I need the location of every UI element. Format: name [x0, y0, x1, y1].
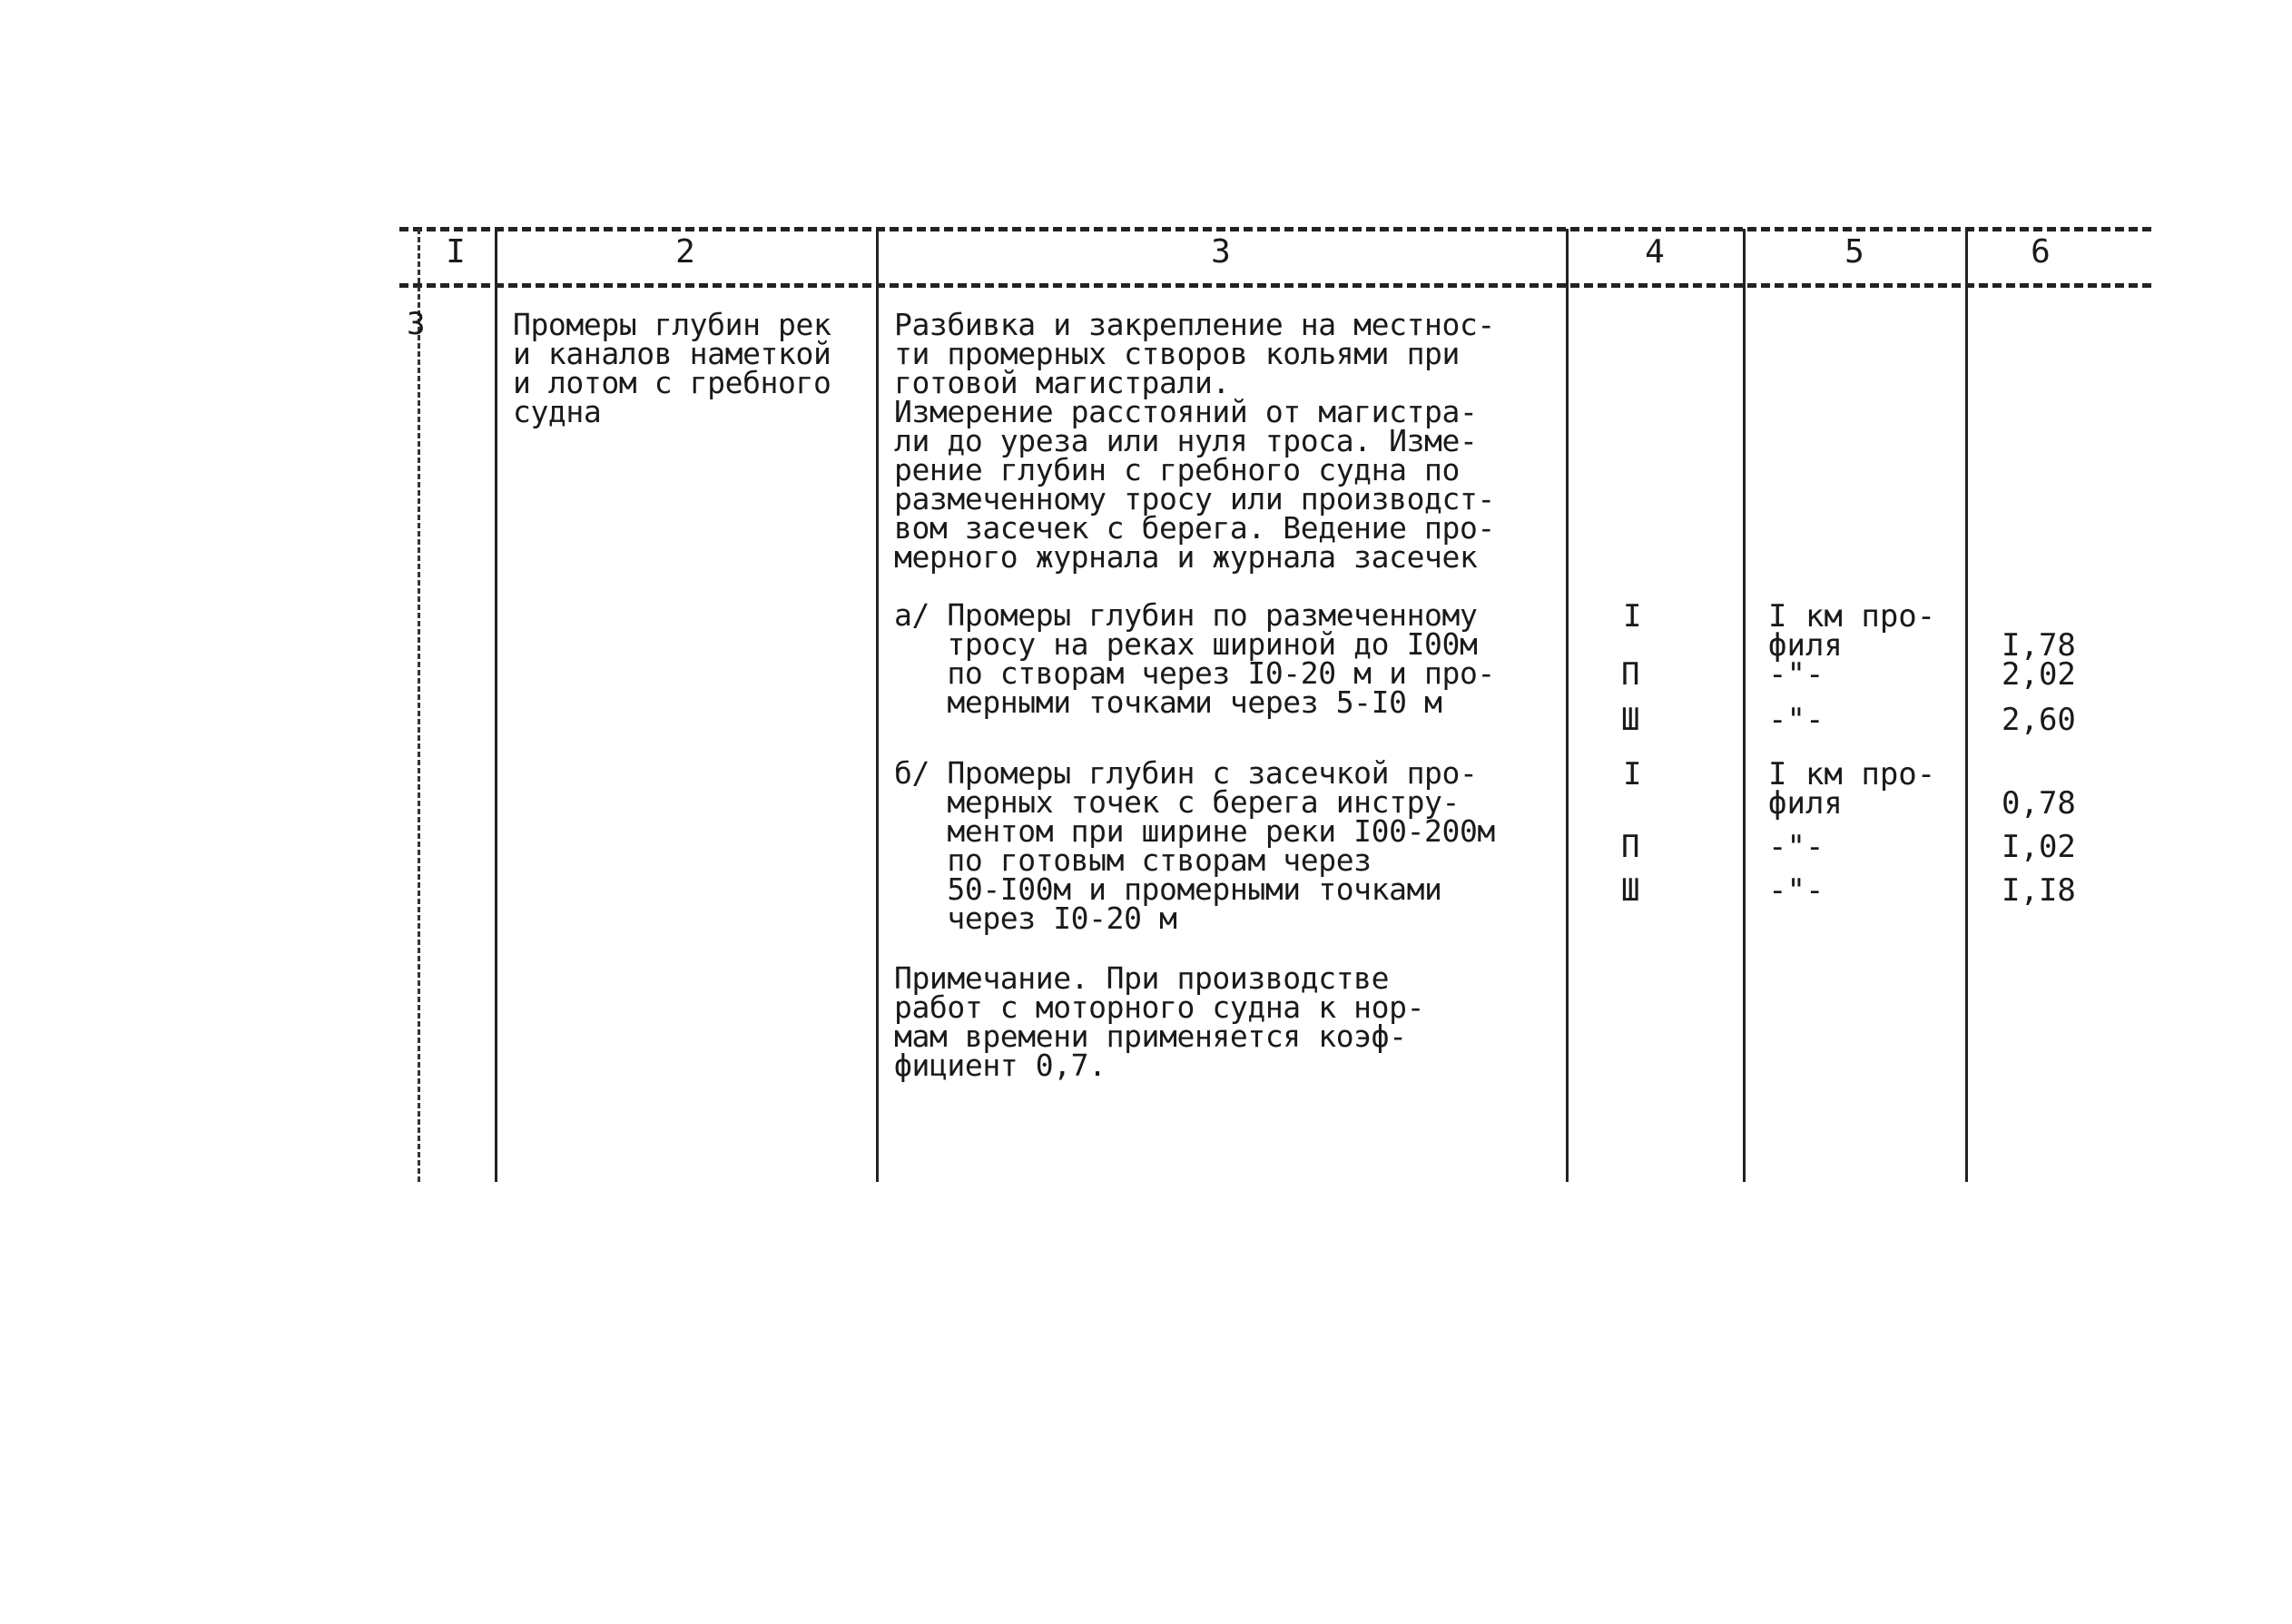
unit-cell: -"-: [1768, 872, 1825, 909]
category-cell: Ш: [1621, 872, 1640, 909]
subitem-a-line: мерными точками через 5-I0 м: [894, 684, 1442, 720]
column-header-1: I: [446, 233, 466, 271]
col-separator-4: [1743, 229, 1746, 1182]
subitem-b-line: б/ Промеры глубин с засечкой про-: [894, 755, 1478, 791]
category-cell: П: [1621, 656, 1640, 693]
description-line: Измерение расстояний от магистра-: [894, 394, 1478, 429]
description-line: ли до уреза или нуля троса. Изме-: [894, 423, 1478, 458]
column-header-4: 4: [1645, 233, 1665, 271]
col-separator-1: [495, 229, 497, 1182]
col-separator-3: [1566, 229, 1569, 1182]
subitem-a-line: а/ Промеры глубин по размеченному: [894, 597, 1478, 633]
column-header-3: 3: [1211, 233, 1231, 271]
subitem-b-line: по готовым створам через: [894, 842, 1372, 878]
description-line: рение глубин с гребного судна по: [894, 452, 1460, 487]
column-header-5: 5: [1844, 233, 1864, 271]
note-line: работ с моторного судна к нор-: [894, 989, 1425, 1025]
table-left-edge: [418, 229, 420, 1182]
category-cell: П: [1621, 829, 1640, 865]
table-top-rule: [399, 227, 2151, 231]
note-line: мам времени применяется коэф-: [894, 1019, 1407, 1054]
work-name-line: и лотом с гребного: [513, 365, 831, 400]
unit-cell: -"-: [1768, 702, 1825, 738]
description-line: ти промерных створов кольями при: [894, 336, 1460, 371]
description-line: вом засечек с берега. Ведение про-: [894, 510, 1495, 546]
norm-value: 0,78: [2002, 785, 2076, 822]
column-header-2: 2: [675, 233, 695, 271]
unit-cell: I км про-: [1768, 598, 1936, 635]
header-bottom-rule: [399, 283, 2151, 288]
description-line: мерного журнала и журнала засечек: [894, 539, 1478, 575]
norm-value: I,I8: [2002, 872, 2076, 909]
description-line: размеченному тросу или производст-: [894, 481, 1495, 517]
col-separator-2: [876, 229, 879, 1182]
row-number: 3: [407, 306, 426, 342]
unit-cell: -"-: [1768, 656, 1825, 693]
note-line: Примечание. При производстве: [894, 960, 1390, 996]
column-header-6: 6: [2031, 233, 2051, 271]
work-name-line: и каналов наметкой: [513, 336, 831, 371]
work-name-line: Промеры глубин рек: [513, 307, 831, 342]
subitem-b-line: 50-I00м и промерными точками: [894, 871, 1442, 907]
unit-cell: филя: [1768, 627, 1843, 664]
category-cell: Ш: [1621, 702, 1640, 738]
subitem-a-line: тросу на реках шириной до I00м: [894, 626, 1478, 662]
norm-value: 2,60: [2002, 702, 2076, 738]
subitem-b-line: ментом при ширине реки I00-200м: [894, 813, 1495, 849]
category-cell: I: [1623, 756, 1642, 792]
subitem-b-line: мерных точек с берега инстру-: [894, 784, 1460, 820]
note-line: фициент 0,7.: [894, 1048, 1107, 1083]
norm-value: I,02: [2002, 829, 2076, 865]
norm-value: 2,02: [2002, 656, 2076, 693]
unit-cell: -"-: [1768, 829, 1825, 865]
unit-cell: филя: [1768, 785, 1843, 822]
description-line: готовой магистрали.: [894, 365, 1230, 400]
description-line: Разбивка и закрепление на местнос-: [894, 307, 1495, 342]
category-cell: I: [1623, 598, 1642, 635]
norm-value: I,78: [2002, 627, 2076, 664]
subitem-a-line: по створам через I0-20 м и про-: [894, 655, 1495, 691]
subitem-b-line: через I0-20 м: [894, 901, 1177, 936]
work-name-line: судна: [513, 394, 602, 429]
col-separator-5: [1965, 229, 1968, 1182]
unit-cell: I км про-: [1768, 756, 1936, 792]
